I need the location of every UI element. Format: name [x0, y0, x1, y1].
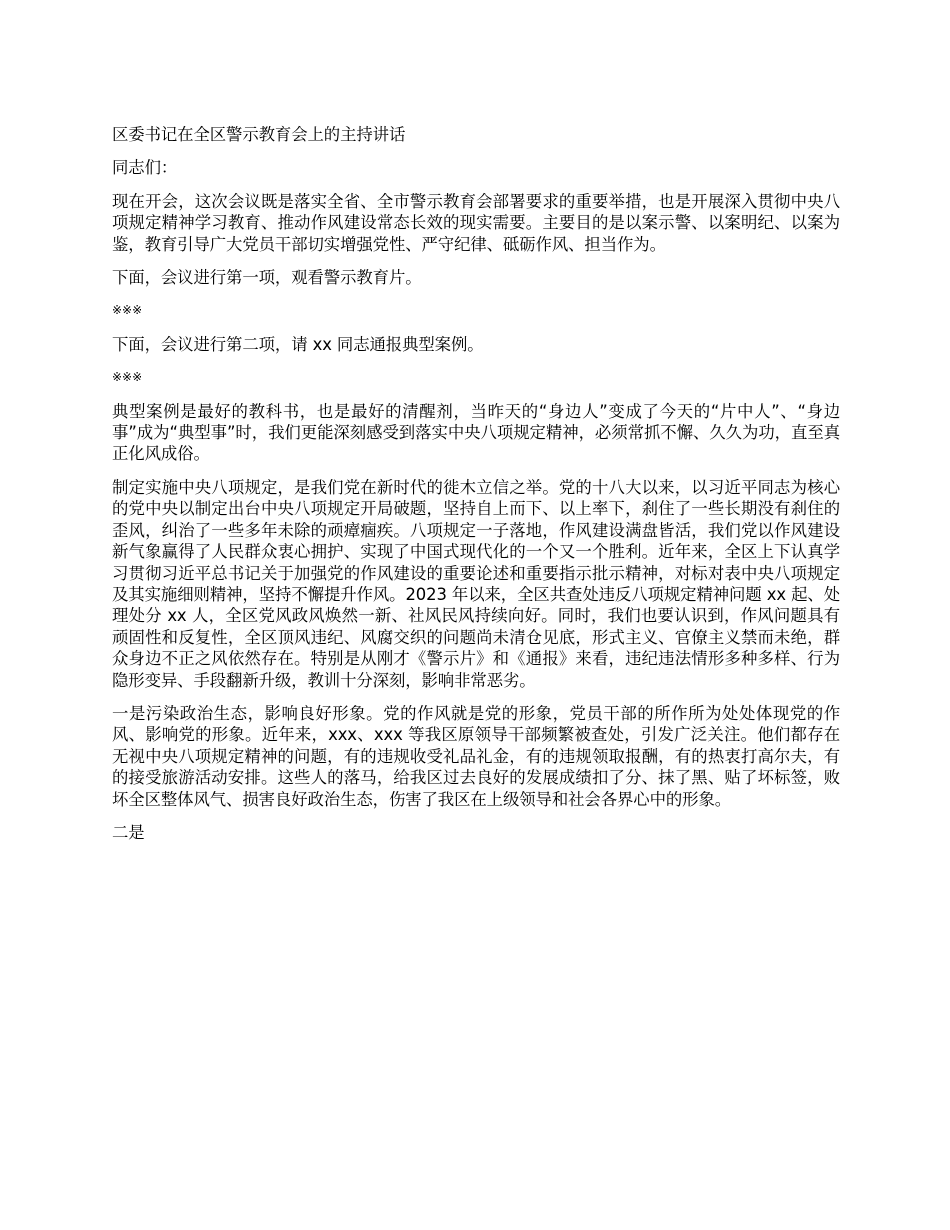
- paragraph-typical-cases: 典型案例是最好的教科书，也是最好的清醒剂，当昨天的“身边人”变成了今天的“片中人”、“身边事”成为“典型事”时，我们更能深刻感受到落实中央八项规定精神，必须常抓不懈、久久为功，直至真正化风成俗。: [112, 401, 840, 464]
- section-separator: ※※※: [112, 370, 143, 385]
- paragraph-item-one: 下面，会议进行第一项，观看警示教育片。: [112, 268, 422, 288]
- paragraph-opening: 现在开会，这次会议既是落实全省、全市警示教育会部署要求的重要举措，也是开展深入贯彻中央八项规定精神学习教育、推动作风建设常态长效的现实需要。主要目的是以案示警、以案明纪、以案为鉴，教育引导广大党员干部切实增强党性、严守纪律、砥砺作风、担当作为。: [112, 191, 840, 254]
- paragraph-eight-rules: 制定实施中央八项规定，是我们党在新时代的徙木立信之举。党的十八大以来，以习近平同志为核心的党中央以制定出台中央八项规定开局破题，坚持自上而下、以上率下，刹住了一些长期没有刹住的歪风，纠治了一些多年未除的顽瘴痼疾。八项规定一子落地，作风建设满盘皆活，我们党以作风建设新气象赢得了人民群众衷心拥护、实现了中国式现代化的一个又一个胜利。近年来，全区上下认真学习贯彻习近平总书记关于加强党的作风建设的重要论述和重要指示批示精神，对标对表中央八项规定及其实施细则精神，坚持不懈提升作风。2023 年以来，全区共查处违反八项规定精神问题 xx 起、处理处分 xx 人，全区党风政风焕然一新、社风民风持续向好。同时，我们也要认识到，作风问题具有顽固性和反复性，全区顶风违纪、风腐交织的问题尚未清仓见底，形式主义、官僚主义禁而未绝，群众身边不正之风依然存在。特别是从刚才《警示片》和《通报》来看，违纪违法情形多种多样、行为隐形变异、手段翻新升级，教训十分深刻，影响非常恶劣。: [112, 477, 840, 690]
- paragraph-item-two: 下面，会议进行第二项，请 xx 同志通报典型案例。: [112, 334, 484, 354]
- salutation: 同志们：: [112, 158, 178, 178]
- paragraph-point-two: 二是: [112, 822, 145, 842]
- paragraph-point-one: 一是污染政治生态，影响良好形象。党的作风就是党的形象，党员干部的所作所为处处体现党的作风、影响党的形象。近年来，xxx、xxx 等我区原领导干部频繁被查处，引发广泛关注。他们都存在无视中央八项规定精神的问题，有的违规收受礼品礼金，有的违规领取报酬，有的热衷打高尔夫，有的接受旅游活动安排。这些人的落马，给我区过去良好的发展成绩扣了分、抹了黑、贴了坏标签，败坏全区整体风气、损害良好政治生态，伤害了我区在上级领导和社会各界心中的形象。: [112, 703, 840, 809]
- document-title: 区委书记在全区警示教育会上的主持讲话: [112, 125, 406, 144]
- document-page: [112, 124, 840, 855]
- section-separator: ※※※: [112, 303, 143, 318]
